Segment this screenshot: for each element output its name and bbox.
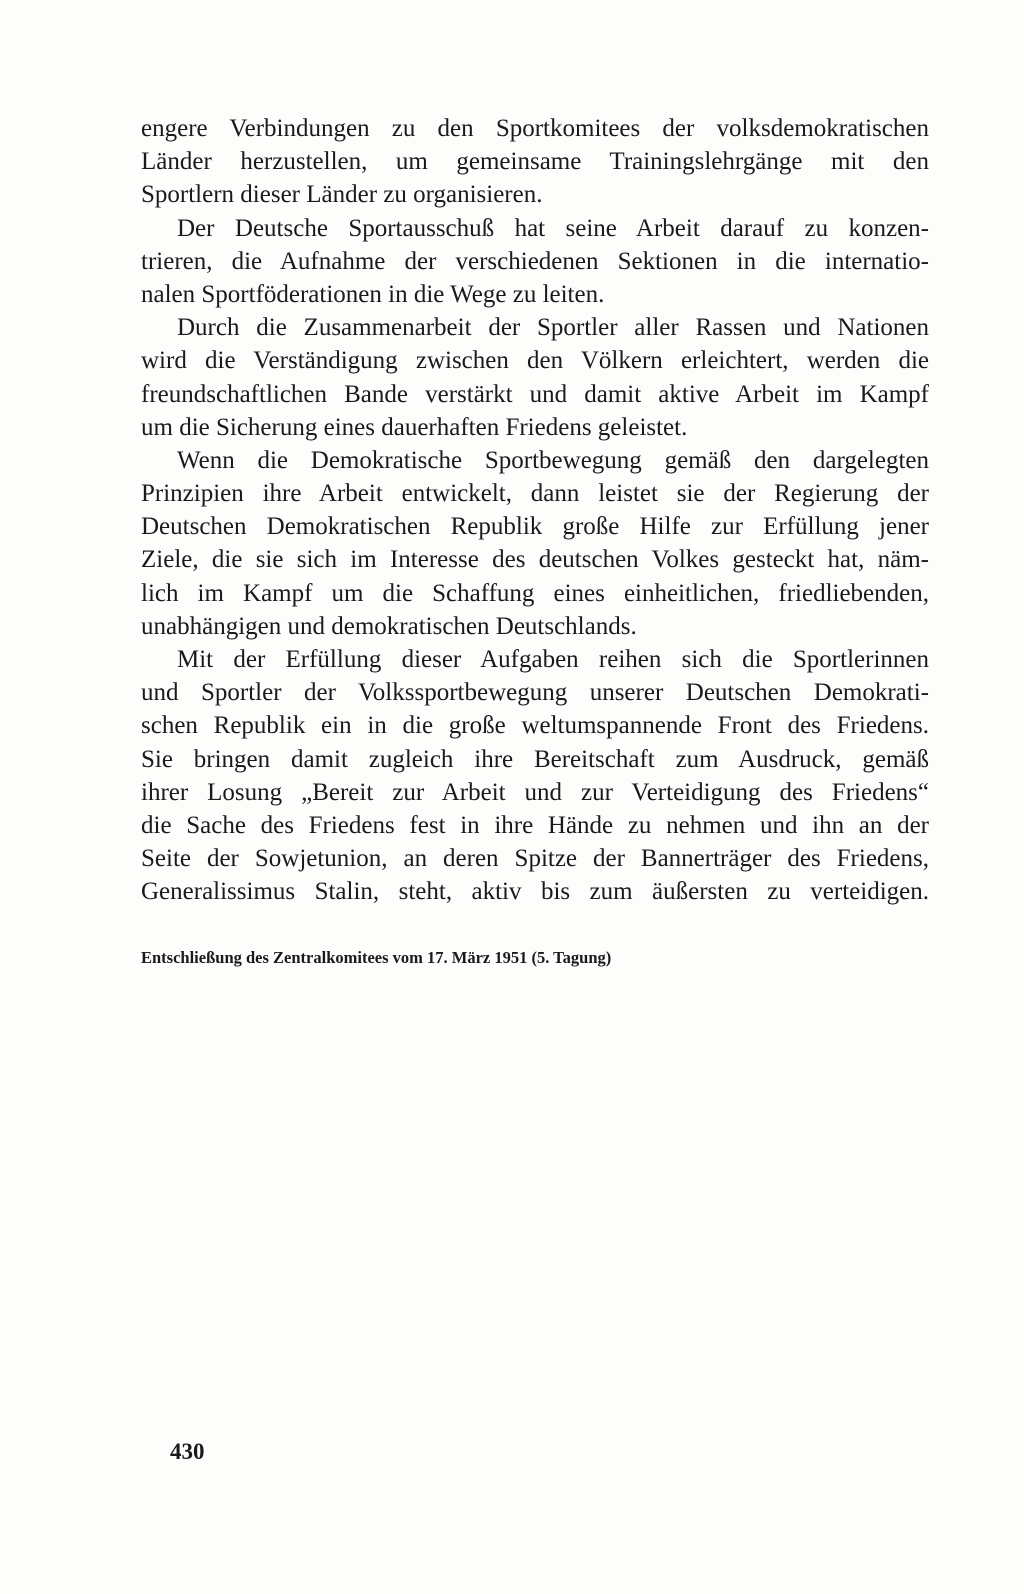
text-line: lich im Kampf um die Schaffung eines einheitlichen, friedliebenden, — [141, 579, 929, 607]
text-line: die Sache des Friedens fest in ihre Hände zu nehmen und ihn an der — [141, 811, 929, 839]
source-note: Entschließung des Zentralkomitees vom 17. März 1951 (5. Tagung) — [141, 948, 612, 967]
text-line: engere Verbindungen zu den Sportkomitees der volksdemokratischen — [141, 115, 929, 142]
text-line: Sportlern dieser Länder zu organisieren. — [141, 181, 543, 209]
text-line: um die Sicherung eines dauerhaften Friedens geleistet. — [141, 413, 688, 441]
text-line: schen Republik ein in die große weltumspannende Front des Friedens. — [141, 712, 929, 740]
text-line: Prinzipien ihre Arbeit entwickelt, dann leistet sie der Regierung der — [141, 480, 929, 508]
text-line: wird die Verständigung zwischen den Völkern erleichtert, werden die — [141, 347, 929, 375]
text-line: Ziele, die sie sich im Interesse des deutschen Volkes gesteckt hat, näm- — [141, 546, 929, 574]
text-line: Generalissimus Stalin, steht, aktiv bis zum äußersten zu verteidigen. — [141, 878, 929, 906]
text-line: nalen Sportföderationen in die Wege zu leiten. — [141, 280, 605, 308]
text-line: unabhängigen und demokratischen Deutschlands. — [141, 612, 637, 640]
text-line: trieren, die Aufnahme der verschiedenen Sektionen in die internatio- — [141, 247, 929, 275]
text-line: Seite der Sowjetunion, an deren Spitze der Bannerträger des Friedens, — [141, 845, 929, 873]
text-line: Länder herzustellen, um gemeinsame Trainingslehrgänge mit den — [141, 148, 929, 176]
text-line: Sie bringen damit zugleich ihre Bereitschaft zum Ausdruck, gemäß — [141, 745, 929, 773]
text-line: und Sportler der Volkssportbewegung unserer Deutschen Demokrati- — [141, 679, 929, 707]
text-line: freundschaftlichen Bande verstärkt und damit aktive Arbeit im Kampf — [141, 380, 929, 408]
page-number: 430 — [170, 1439, 205, 1464]
body-text — [141, 112, 929, 909]
paragraph-first-line: Wenn die Demokratische Sportbewegung gemäß den dargelegten — [177, 446, 929, 474]
paragraph-first-line: Der Deutsche Sportausschuß hat seine Arbeit darauf zu konzen- — [177, 214, 929, 242]
paragraph-first-line: Mit der Erfüllung dieser Aufgaben reihen sich die Sportlerinnen — [177, 646, 929, 673]
paragraph-first-line: Durch die Zusammenarbeit der Sportler aller Rassen und Nationen — [177, 314, 929, 342]
text-line: ihrer Losung „Bereit zur Arbeit und zur Verteidigung des Friedens“ — [141, 778, 929, 806]
text-line: Deutschen Demokratischen Republik große Hilfe zur Erfüllung jener — [141, 513, 929, 541]
